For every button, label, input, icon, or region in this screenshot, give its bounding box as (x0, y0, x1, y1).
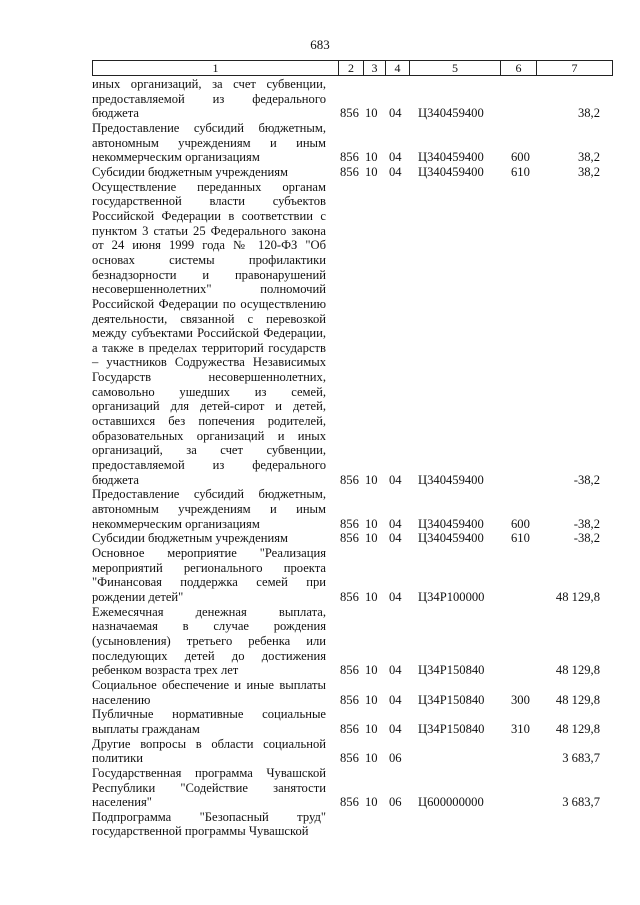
row-section-code: 10 (365, 516, 378, 531)
table-row (92, 737, 612, 766)
header-col-3: 3 (364, 61, 386, 76)
row-description: Предоставление субсидий бюджетным, автономным учреждениям и иным некоммерческим организациям (92, 120, 326, 165)
row-description: Ежемесячная денежная выплата, назначаемая в случае рождения (усыновления) третьего ребенка или последующих детей до достижения ребенком возраста трех лет (92, 604, 326, 678)
row-ministry-code: 856 (340, 164, 359, 179)
row-ministry-code: 856 (340, 589, 359, 604)
row-description: Другие вопросы в области социальной политики (92, 736, 326, 766)
row-subsection-code: 04 (389, 106, 402, 121)
row-amount: 38,2 (577, 150, 600, 165)
table-row (92, 121, 612, 165)
header-col-1: 1 (93, 61, 339, 76)
row-target-article: Ц340459400 (418, 516, 484, 531)
table-row (92, 487, 612, 531)
row-target-article: Ц34Р150840 (418, 721, 485, 736)
row-section-code: 10 (365, 472, 378, 487)
row-expense-type: 310 (511, 721, 530, 736)
row-target-article: Ц340459400 (418, 106, 484, 121)
row-amount: 48 129,8 (555, 663, 600, 678)
table-row (92, 810, 612, 839)
row-ministry-code: 856 (340, 106, 359, 121)
row-ministry-code: 856 (340, 150, 359, 165)
row-ministry-code: 856 (340, 751, 359, 766)
table-row (92, 531, 612, 546)
header-col-4: 4 (386, 61, 410, 76)
row-section-code: 10 (365, 692, 378, 707)
table-row (92, 707, 612, 736)
row-amount: -38,2 (573, 531, 600, 546)
row-section-code: 10 (365, 106, 378, 121)
row-description: Подпрограмма "Безопасный труд" государственной программы Чувашской (92, 809, 326, 839)
row-target-article: Ц340459400 (418, 150, 484, 165)
row-description: Осуществление переданных органам государственной власти субъектов Российской Федерации в соответствии с пунктом 3 статьи 25 Федерального закона от 24 июня 1999 года № 120-ФЗ "Об основах системы профилактики безнадзорности и правонарушений несовершеннолетних" полномочий Российской Федерации по осуществлению деятельности, связанной с перевозкой между субъектами Российской Федерации, а также в пределах территорий государств – участников Содружества Независимых Государств несовершеннолетних, самовольно ушедших из семей, организаций для детей-сирот и детей, оставшихся без попечения родителей, образовательных организаций и иных организаций, за счет субвенции, предоставляемой из федерального бюджета (92, 179, 326, 487)
row-subsection-code: 04 (389, 531, 402, 546)
row-target-article: Ц340459400 (418, 531, 484, 546)
row-ministry-code: 856 (340, 795, 359, 810)
row-subsection-code: 04 (389, 721, 402, 736)
row-amount: -38,2 (573, 472, 600, 487)
table-row (92, 678, 612, 707)
row-subsection-code: 06 (389, 795, 402, 810)
row-target-article: Ц340459400 (418, 472, 484, 487)
row-subsection-code: 04 (389, 663, 402, 678)
row-subsection-code: 06 (389, 751, 402, 766)
row-subsection-code: 04 (389, 516, 402, 531)
row-description: Публичные нормативные социальные выплаты гражданам (92, 707, 326, 736)
header-col-5: 5 (410, 61, 501, 76)
row-ministry-code: 856 (340, 692, 359, 707)
header-col-6: 6 (501, 61, 537, 76)
row-expense-type: 300 (511, 692, 530, 707)
row-target-article: Ц34Р100000 (418, 589, 485, 604)
table-row (92, 165, 612, 180)
row-amount: 3 683,7 (562, 751, 600, 766)
row-ministry-code: 856 (340, 472, 359, 487)
row-section-code: 10 (365, 751, 378, 766)
row-subsection-code: 04 (389, 589, 402, 604)
row-subsection-code: 04 (389, 692, 402, 707)
row-target-article: Ц600000000 (418, 795, 484, 810)
table-header (92, 60, 613, 76)
row-expense-type: 610 (511, 164, 530, 179)
row-amount: -38,2 (573, 516, 600, 531)
row-amount: 38,2 (577, 106, 600, 121)
row-description: Основное мероприятие "Реализация мероприятий регионального проекта "Финансовая поддержка семей при рождении детей" (92, 546, 326, 604)
row-section-code: 10 (365, 164, 378, 179)
row-description: Предоставление субсидий бюджетным, автономным учреждениям и иным некоммерческим организациям (92, 487, 326, 531)
row-ministry-code: 856 (340, 663, 359, 678)
row-subsection-code: 04 (389, 150, 402, 165)
row-amount: 48 129,8 (555, 721, 600, 736)
table-row (92, 605, 612, 678)
row-amount: 3 683,7 (562, 795, 600, 810)
row-expense-type: 610 (511, 531, 530, 546)
row-amount: 38,2 (577, 164, 600, 179)
row-expense-type: 600 (511, 150, 530, 165)
row-section-code: 10 (365, 663, 378, 678)
row-description: Государственная программа Чувашской Республики "Содействие занятости населения" (92, 765, 326, 810)
row-description: Субсидии бюджетным учреждениям (92, 531, 288, 546)
table-row (92, 546, 612, 605)
row-ministry-code: 856 (340, 516, 359, 531)
row-section-code: 10 (365, 721, 378, 736)
budget-table-body (92, 77, 612, 839)
row-ministry-code: 856 (340, 531, 359, 546)
row-ministry-code: 856 (340, 721, 359, 736)
row-amount: 48 129,8 (555, 692, 600, 707)
row-target-article: Ц34Р150840 (418, 692, 485, 707)
row-section-code: 10 (365, 531, 378, 546)
row-section-code: 10 (365, 589, 378, 604)
row-description: Субсидии бюджетным учреждениям (92, 164, 288, 179)
row-target-article: Ц340459400 (418, 164, 484, 179)
table-row (92, 766, 612, 810)
page-number: 683 (310, 37, 330, 52)
row-expense-type: 600 (511, 516, 530, 531)
row-description: Социальное обеспечение и иные выплаты населению (92, 677, 326, 707)
table-row (92, 180, 612, 488)
header-col-7: 7 (537, 61, 613, 76)
row-target-article: Ц34Р150840 (418, 663, 485, 678)
row-description: иных организаций, за счет субвенции, предоставляемой из федерального бюджета (92, 77, 326, 121)
row-section-code: 10 (365, 150, 378, 165)
row-subsection-code: 04 (389, 164, 402, 179)
row-subsection-code: 04 (389, 472, 402, 487)
header-col-2: 2 (339, 61, 364, 76)
table-row (92, 77, 612, 121)
row-section-code: 10 (365, 795, 378, 810)
row-amount: 48 129,8 (555, 589, 600, 604)
